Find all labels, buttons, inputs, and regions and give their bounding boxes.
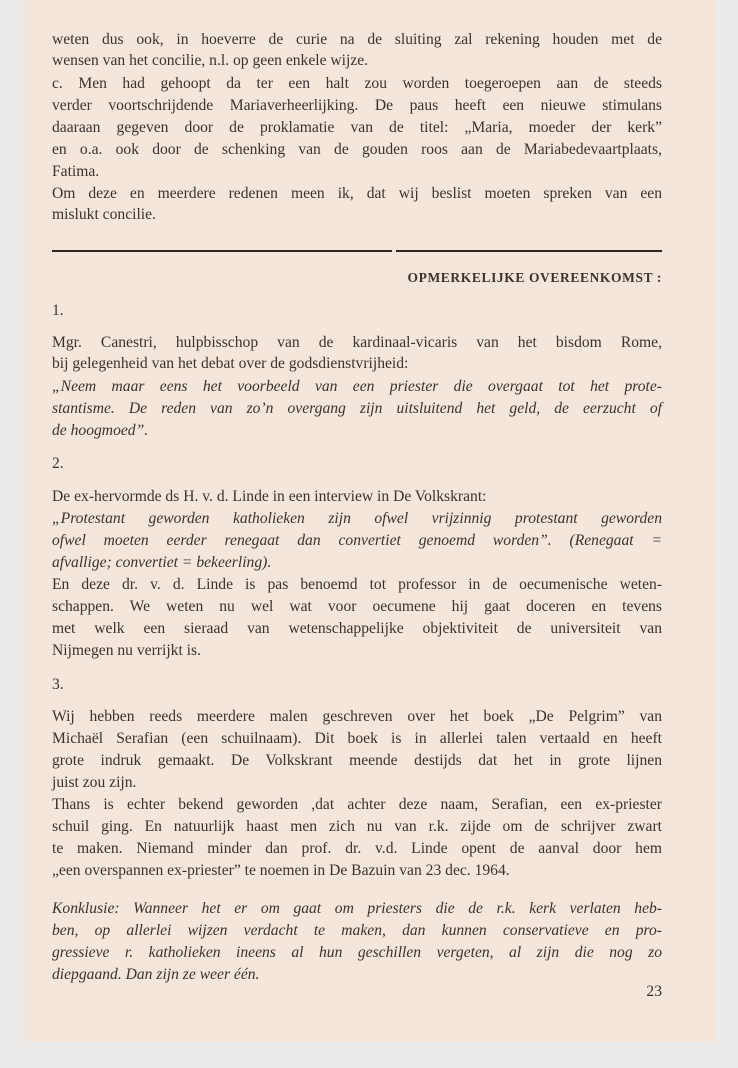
text-line: bij gelegenheid van het debat over de godsdienstvrijheid: <box>52 355 409 372</box>
text-line: Thans is echter bekend geworden ,dat achter deze naam, Serafian, een ex-priester <box>52 796 662 813</box>
conclusion-line: ben, op allerlei wijzen verdacht te maken, dan kunnen conservatieve en pro- <box>52 922 662 939</box>
text-line: grote indruk gemaakt. De Volkskrant meende destijds dat het in grote lijnen <box>52 752 662 769</box>
text-line: wensen van het concilie, n.l. op geen enkele wijze. <box>52 52 369 69</box>
text-line: Om deze en meerdere redenen meen ik, dat wij beslist moeten spreken van een <box>52 185 662 202</box>
quote-line: stantisme. De reden van zo’n overgang zijn uitsluitend het geld, de eerzucht of <box>52 400 662 417</box>
text-line: En deze dr. v. d. Linde is pas benoemd tot professor in de oecumenische weten- <box>52 576 662 593</box>
item-number: 1. <box>52 302 64 319</box>
text-line: met welk een sieraad van wetenschappelijke objektiviteit de universiteit van <box>52 620 662 637</box>
text-line: daaraan gegeven door de proklamatie van de titel: „Maria, moeder der kerk” <box>52 119 662 136</box>
conclusion-line: diepgaand. Dan zijn ze weer één. <box>52 966 260 983</box>
section-heading: OPMERKELIJKE OVEREENKOMST : <box>407 270 662 285</box>
text-line: schuil ging. En natuurlijk haast men zich nu van r.k. zijde om de schrijver zwart <box>52 818 662 835</box>
text-line: Michaël Serafian (een schuilnaam). Dit boek is in allerlei talen vertaald en heeft <box>52 730 662 747</box>
quote-line: de hoogmoed”. <box>52 422 149 439</box>
item-number: 3. <box>52 676 64 693</box>
divider-rule-left <box>52 250 392 252</box>
text-line: c. Men had gehoopt da ter een halt zou worden toegeroepen aan de steeds <box>52 75 662 92</box>
quote-line: „Neem maar eens het voorbeeld van een priester die overgaat tot het prote- <box>52 378 662 395</box>
divider-rule-right <box>396 250 662 252</box>
conclusion-line: gressieve r. katholieken ineens al hun geschillen vergeten, al zijn die nog zo <box>52 944 662 961</box>
text-line: De ex-hervormde ds H. v. d. Linde in een interview in De Volkskrant: <box>52 488 487 505</box>
text-line: Mgr. Canestri, hulpbisschop van de kardinaal-vicaris van het bisdom Rome, <box>52 334 662 351</box>
text-line: schappen. We weten nu wel wat voor oecumene hij gaat doceren en tevens <box>52 598 662 615</box>
text-line: „een overspannen ex-priester” te noemen in De Bazuin van 23 dec. 1964. <box>52 862 510 879</box>
text-line: Fatima. <box>52 163 100 180</box>
document-page <box>24 0 716 1042</box>
text-line: en o.a. ook door de schenking van de gouden roos aan de Mariabedevaartplaats, <box>52 141 662 158</box>
text-line: Nijmegen nu verrijkt is. <box>52 642 201 659</box>
page-number: 23 <box>646 983 662 1000</box>
quote-line: ofwel moeten eerder renegaat dan convertiet genoemd worden”. (Renegaat = <box>52 532 662 549</box>
text-line: mislukt concilie. <box>52 206 156 223</box>
item-number: 2. <box>52 455 64 472</box>
text-line: Wij hebben reeds meerdere malen geschreven over het boek „De Pelgrim” van <box>52 708 662 725</box>
text-line: weten dus ook, in hoeverre de curie na de sluiting zal rekening houden met de <box>52 31 662 48</box>
quote-line: „Protestant geworden katholieken zijn ofwel vrijzinnig protestant geworden <box>52 510 662 527</box>
conclusion-line: Konklusie: Wanneer het er om gaat om priesters die de r.k. kerk verlaten heb- <box>52 900 662 917</box>
text-line: juist zou zijn. <box>52 774 137 791</box>
quote-line: afvallige; convertiet = bekeerling). <box>52 554 272 571</box>
text-line: verder voortschrijdende Mariaverheerlijking. De paus heeft een nieuwe stimulans <box>52 97 662 114</box>
text-line: te maken. Niemand minder dan prof. dr. v.d. Linde opent de aanval door hem <box>52 840 662 857</box>
